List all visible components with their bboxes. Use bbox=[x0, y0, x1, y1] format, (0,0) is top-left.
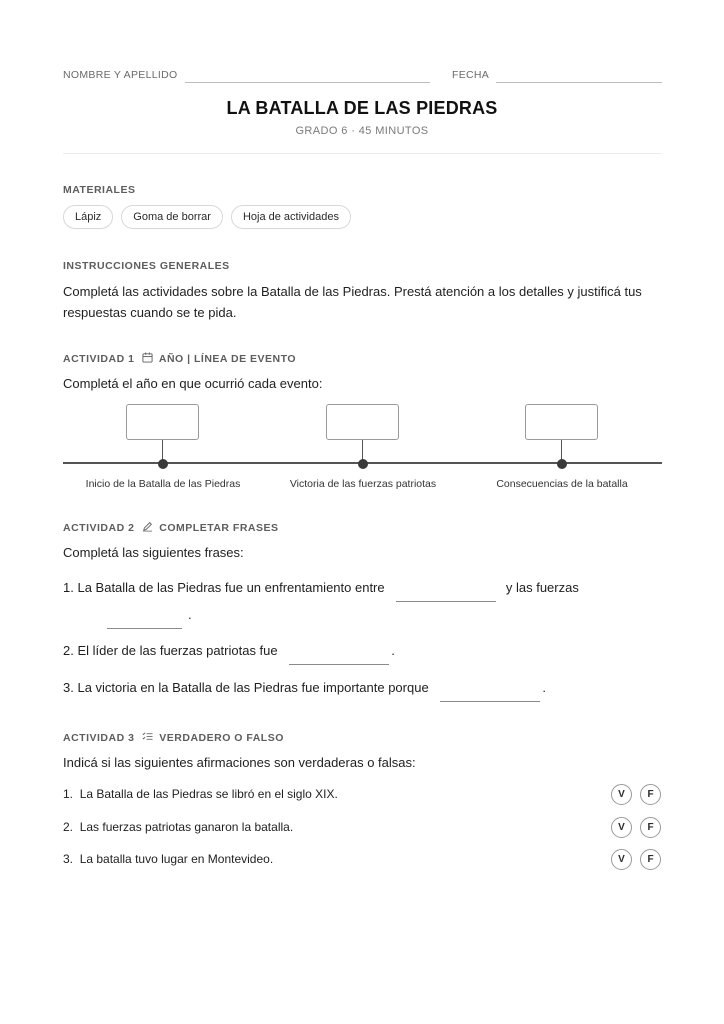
name-label: NOMBRE Y APELLIDO bbox=[63, 69, 178, 81]
item-number: 3. bbox=[63, 852, 74, 866]
activity2-number: ACTIVIDAD 2 bbox=[63, 522, 135, 534]
blank-field[interactable] bbox=[107, 628, 182, 629]
timeline-marker bbox=[158, 459, 168, 469]
timeline-event-label: Victoria de las fuerzas patriotas bbox=[289, 478, 437, 490]
true-false-item bbox=[63, 784, 662, 806]
checklist-icon bbox=[142, 731, 153, 742]
sentence-item bbox=[63, 640, 663, 665]
item-number: 1. bbox=[63, 787, 74, 801]
timeline-event bbox=[63, 400, 263, 495]
activity1-title: AÑO | LÍNEA DE EVENTO bbox=[158, 353, 297, 365]
statement-text: Las fuerzas patriotas ganaron la batalla. bbox=[79, 820, 294, 834]
instructions-text: Completá las actividades sobre la Batalla de las Piedras. Prestá atención a los detalles y justificá tus respuestas cuando se te pida. bbox=[63, 284, 642, 320]
timeline-marker bbox=[557, 459, 567, 469]
page-subtitle: GRADO 6 · 45 MINUTOS bbox=[295, 125, 429, 137]
statement-text: La Batalla de las Piedras se libró en el siglo XIX. bbox=[79, 787, 338, 801]
true-false-item bbox=[63, 817, 662, 839]
activity2-title: COMPLETAR FRASES bbox=[159, 522, 279, 534]
sentence-item bbox=[63, 577, 663, 602]
statement bbox=[63, 852, 273, 866]
activity1-number: ACTIVIDAD 1 bbox=[63, 353, 135, 365]
sentence-text: La Batalla de las Piedras fue un enfrentamiento entre bbox=[77, 580, 385, 595]
header-divider bbox=[63, 153, 662, 154]
activity3-title: VERDADERO O FALSO bbox=[159, 732, 284, 744]
timeline-event bbox=[462, 400, 662, 495]
blank-field[interactable] bbox=[440, 701, 540, 702]
sentence-text: La victoria en la Batalla de las Piedras fue importante porque bbox=[77, 680, 429, 695]
timeline-event-label: Consecuencias de la batalla bbox=[496, 478, 628, 490]
timeline-event bbox=[263, 400, 463, 495]
pencil-icon bbox=[142, 521, 153, 532]
event-timeline bbox=[63, 400, 662, 495]
activity2-prompt: Completá las siguientes frases: bbox=[63, 545, 244, 560]
item-number: 2. bbox=[63, 643, 74, 658]
name-field[interactable] bbox=[185, 82, 430, 83]
statement bbox=[63, 787, 338, 801]
year-input-box[interactable] bbox=[326, 404, 399, 440]
item-number: 3. bbox=[63, 680, 74, 695]
false-option[interactable]: F bbox=[640, 817, 661, 838]
date-label: FECHA bbox=[452, 69, 490, 81]
sentence-end: . bbox=[542, 680, 546, 695]
materials-label: MATERIALES bbox=[63, 184, 136, 196]
timeline-event-label: Inicio de la Batalla de las Piedras bbox=[85, 478, 241, 490]
sentence-text: y las fuerzas bbox=[505, 580, 579, 595]
true-option[interactable]: V bbox=[611, 849, 632, 870]
year-input-box[interactable] bbox=[525, 404, 598, 440]
sentence-text: El líder de las fuerzas patriotas fue bbox=[77, 643, 278, 658]
student-info-row bbox=[63, 69, 662, 85]
activity3-number: ACTIVIDAD 3 bbox=[63, 732, 135, 744]
true-option[interactable]: V bbox=[611, 784, 632, 805]
item-number: 2. bbox=[63, 820, 74, 834]
material-chip: Lápiz bbox=[63, 205, 113, 229]
timeline-marker bbox=[358, 459, 368, 469]
false-option[interactable]: F bbox=[640, 849, 661, 870]
page-title: LA BATALLA DE LAS PIEDRAS bbox=[226, 98, 498, 118]
activity2-heading bbox=[63, 521, 279, 534]
instructions-label: INSTRUCCIONES GENERALES bbox=[63, 260, 230, 272]
activity1-prompt: Completá el año en que ocurrió cada evento: bbox=[63, 376, 323, 391]
true-false-item bbox=[63, 849, 662, 871]
sentence-continuation bbox=[63, 604, 663, 629]
sentence-item bbox=[63, 677, 663, 702]
sentence-end: . bbox=[391, 643, 395, 658]
date-field[interactable] bbox=[496, 82, 662, 83]
false-option[interactable]: F bbox=[640, 784, 661, 805]
material-chip: Hoja de actividades bbox=[231, 205, 351, 229]
activity3-heading bbox=[63, 731, 284, 744]
sentence-end: . bbox=[188, 607, 192, 622]
material-chip: Goma de borrar bbox=[121, 205, 223, 229]
blank-field[interactable] bbox=[396, 601, 496, 602]
statement bbox=[63, 820, 293, 834]
year-input-box[interactable] bbox=[126, 404, 199, 440]
true-option[interactable]: V bbox=[611, 817, 632, 838]
activity3-prompt: Indicá si las siguientes afirmaciones son verdaderas o falsas: bbox=[63, 755, 416, 770]
calendar-icon bbox=[142, 352, 153, 363]
statement-text: La batalla tuvo lugar en Montevideo. bbox=[79, 852, 274, 866]
materials-list bbox=[63, 205, 351, 229]
blank-field[interactable] bbox=[289, 664, 389, 665]
activity1-heading bbox=[63, 352, 296, 365]
item-number: 1. bbox=[63, 580, 74, 595]
